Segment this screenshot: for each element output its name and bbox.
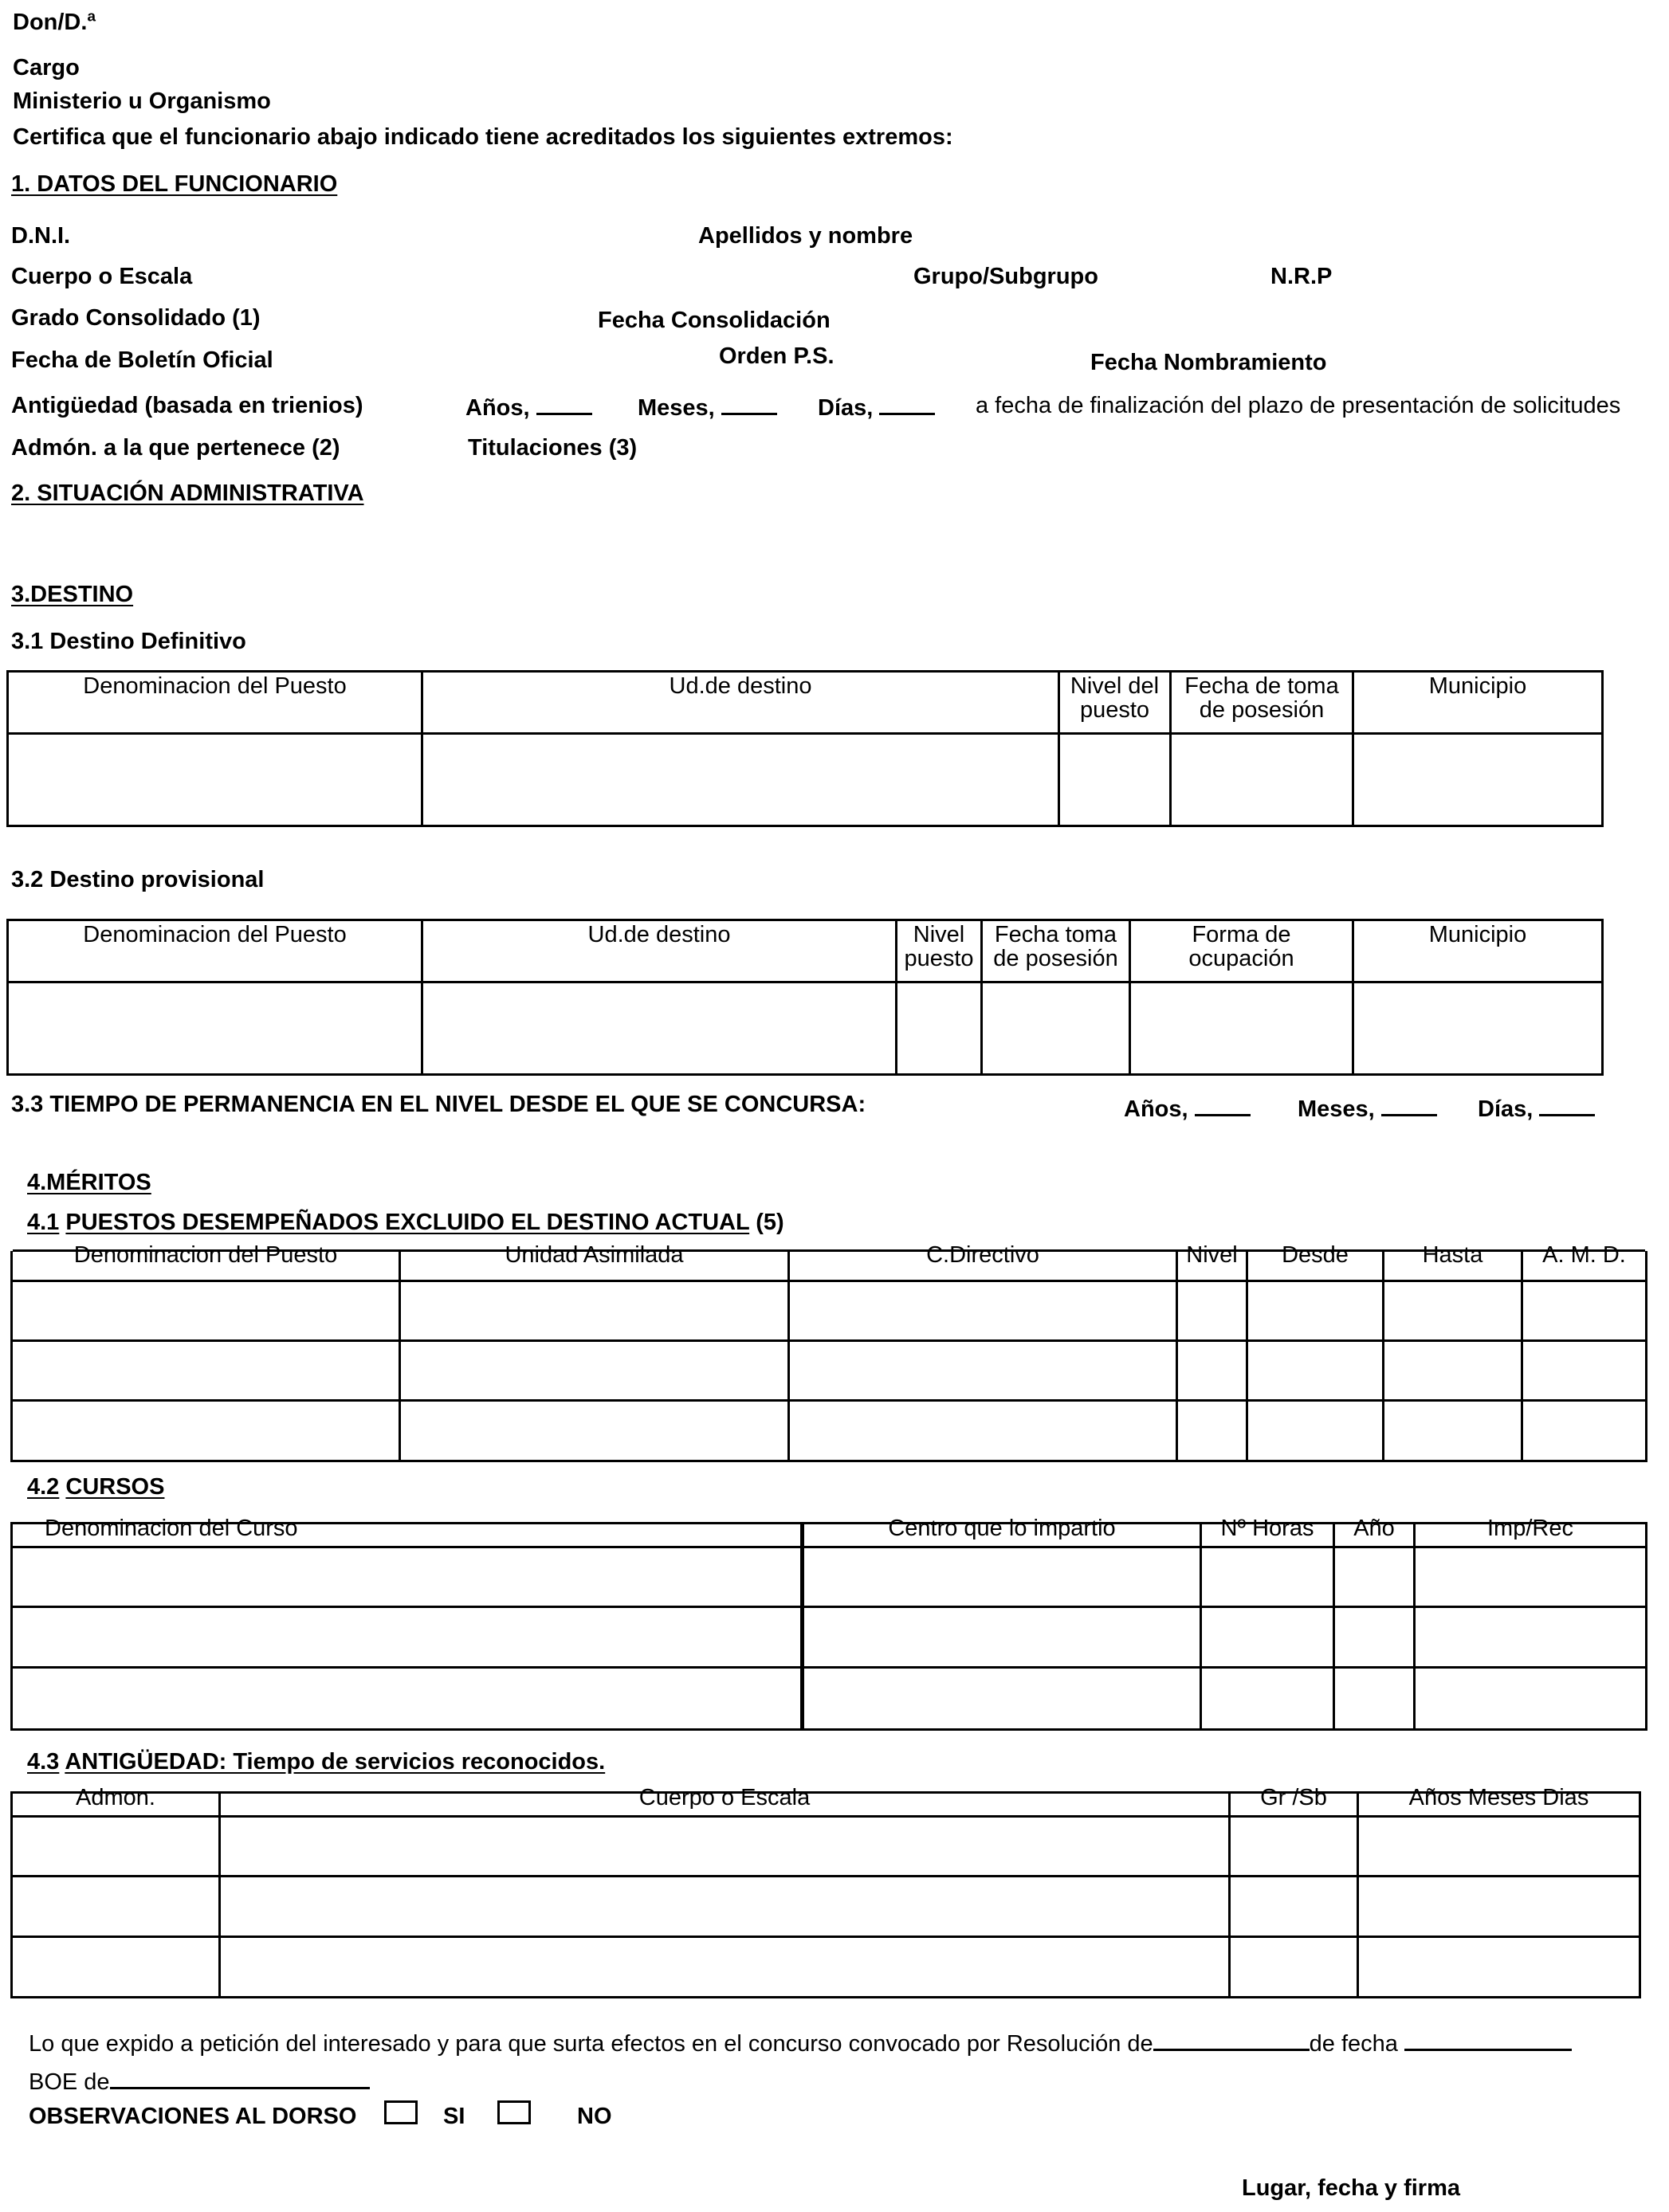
t41-header-nivel: Nivel [1186,1244,1238,1266]
lugar-fecha-firma-label: Lugar, fecha y firma [1242,2175,1460,2201]
antiguedad-servicios-title [27,1751,605,1774]
boe-blank[interactable] [110,2066,370,2089]
cursos-table [10,1517,1647,1731]
t43-header-admon: Admon. [76,1786,155,1809]
destino-definitivo-title: 3.1 Destino Definitivo [11,629,246,654]
t32-header-nivel-l1: Nivel [913,922,965,947]
dias-field[interactable] [818,392,935,420]
no-checkbox[interactable] [497,2100,531,2124]
grado-label: Grado Consolidado (1) [11,305,261,331]
t32-header-municipio: Municipio [1428,922,1527,947]
s33-meses-label: Meses, [1298,1096,1375,1122]
certifica-text: Certifica que el funcionario abajo indicado tiene acreditados los siguientes extremos: [13,124,953,150]
antiguedad-label: Antigüedad (basada en trienios) [11,393,363,418]
t42-header-curso: Denominacion del Curso [45,1517,298,1539]
t32-header-forma [1131,923,1352,971]
s42-num: 4.2 [27,1474,60,1500]
t41-header-desde: Desde [1282,1244,1349,1266]
t32-header-unidad: Ud.de destino [587,922,731,947]
t32-header-forma-l1: Forma de [1192,922,1291,947]
t32-header-fecha [983,923,1129,971]
fecha-consolidacion-label: Fecha Consolidación [598,308,831,333]
section4-title: 4.MÉRITOS [27,1170,151,1195]
dias-blank[interactable] [879,392,935,415]
meses-label: Meses, [638,395,715,421]
t43-header-grsb: Gr /Sb [1260,1786,1327,1809]
t42-header-horas: Nº Horas [1220,1517,1314,1539]
t31-header-puesto: Denominacion del Puesto [83,673,347,699]
section1-title: 1. DATOS DEL FUNCIONARIO [11,171,338,197]
t31-header-unidad: Ud.de destino [669,673,812,699]
anos-field[interactable] [465,392,592,420]
t41-header-amd: A. M. D. [1542,1244,1626,1266]
s41-num: 4.1 [27,1210,60,1235]
tiempo-permanencia-label: 3.3 TIEMPO DE PERMANENCIA EN EL NIVEL DESDE EL QUE SE CONCURSA: [11,1092,866,1117]
t32-header-fecha-l2: de posesión [993,946,1118,972]
nrp-label: N.R.P [1270,264,1333,289]
t43-header-amd: Años Meses Dias [1408,1786,1589,1809]
t32-header-nivel [897,923,980,971]
cursos-title [27,1476,164,1499]
anos-blank[interactable] [536,392,592,415]
boe-label: BOE de [29,2069,110,2095]
meses-blank[interactable] [721,392,777,415]
destino-definitivo-table [6,670,1604,827]
destino-provisional-table [6,919,1604,1076]
t31-header-fecha [1172,674,1352,723]
observaciones-label: OBSERVACIONES AL DORSO [29,2104,357,2129]
section2-title: 2. SITUACIÓN ADMINISTRATIVA [11,480,364,506]
de-fecha-label: de fecha [1309,2031,1398,2057]
cargo-label: Cargo [13,55,80,80]
si-label: SI [443,2104,465,2129]
s33-dias-label: Días, [1478,1096,1534,1122]
t42-header-imprec: Imp/Rec [1487,1517,1573,1539]
t31-header-nivel-l2: puesto [1079,697,1150,724]
t32-header-nivel-l2: puesto [904,946,974,972]
t31-header-nivel [1060,674,1169,723]
antiguedad-table [10,1786,1641,1998]
si-checkbox[interactable] [384,2100,418,2124]
s33-anos-field[interactable] [1124,1093,1251,1121]
puestos-table [10,1244,1647,1462]
section3-title: 3.DESTINO [11,582,134,607]
puestos-desempenados-title [27,1211,784,1234]
grupo-label: Grupo/Subgrupo [913,264,1098,289]
no-label: NO [577,2104,612,2129]
s41-note: (5) [756,1210,784,1235]
admon-label: Admón. a la que pertenece (2) [11,435,340,461]
destino-provisional-title: 3.2 Destino provisional [11,867,265,892]
t31-header-fecha-l1: Fecha de toma [1184,673,1339,699]
anos-label: Años, [465,395,530,421]
t32-header-forma-l2: ocupación [1188,946,1294,972]
t41-header-unidad: Unidad Asimilada [505,1244,684,1266]
s42-label: CURSOS [65,1474,165,1500]
orden-ps-label: Orden P.S. [719,343,834,369]
s33-meses-field[interactable] [1298,1093,1437,1121]
t32-header-fecha-l1: Fecha toma [994,922,1117,947]
fecha-blank[interactable] [1404,2028,1572,2051]
t41-header-hasta: Hasta [1422,1244,1483,1266]
don-label: Don/D.ª [13,10,96,35]
resolucion-blank[interactable] [1153,2028,1310,2051]
t42-header-centro: Centro que lo impartio [888,1517,1116,1539]
cuerpo-label: Cuerpo o Escala [11,264,193,289]
fecha-nombramiento-label: Fecha Nombramiento [1090,350,1327,375]
s33-meses-blank[interactable] [1381,1093,1437,1116]
dias-label: Días, [818,395,874,421]
titulaciones-label: Titulaciones (3) [468,435,638,461]
s43-num: 4.3 [27,1749,60,1775]
boe-line [29,2066,370,2094]
s33-anos-label: Años, [1124,1096,1188,1122]
t42-header-ano: Año [1353,1517,1395,1539]
s41-label: PUESTOS DESEMPEÑADOS EXCLUIDO EL DESTINO ACTUAL [65,1210,750,1235]
fecha-boletin-label: Fecha de Boletín Oficial [11,347,273,373]
lo-que-label: Lo que expido a petición del interesado y para que surta efectos en el concurso convocado por Resolución de [29,2031,1153,2057]
a-fecha-text: a fecha de finalización del plazo de presentación de solicitudes [976,393,1621,418]
s43-label: ANTIGÜEDAD: Tiempo de servicios reconocidos. [65,1749,606,1775]
s33-dias-blank[interactable] [1539,1093,1595,1116]
ministerio-label: Ministerio u Organismo [13,88,271,114]
t43-header-cuerpo: Cuerpo o Escala [638,1786,811,1809]
s33-anos-blank[interactable] [1195,1093,1251,1116]
meses-field[interactable] [638,392,777,420]
t41-header-directivo: C.Directivo [926,1244,1039,1266]
t41-header-puesto: Denominacion del Puesto [73,1244,338,1266]
t31-header-fecha-l2: de posesión [1199,697,1325,724]
s33-dias-field[interactable] [1478,1093,1595,1121]
lo-que-expido-text [29,2028,1572,2056]
t32-header-puesto: Denominacion del Puesto [83,922,347,947]
t31-header-nivel-l1: Nivel del [1070,673,1160,699]
apellidos-label: Apellidos y nombre [698,223,913,249]
dni-label: D.N.I. [11,223,71,249]
t31-header-municipio: Municipio [1428,673,1527,699]
